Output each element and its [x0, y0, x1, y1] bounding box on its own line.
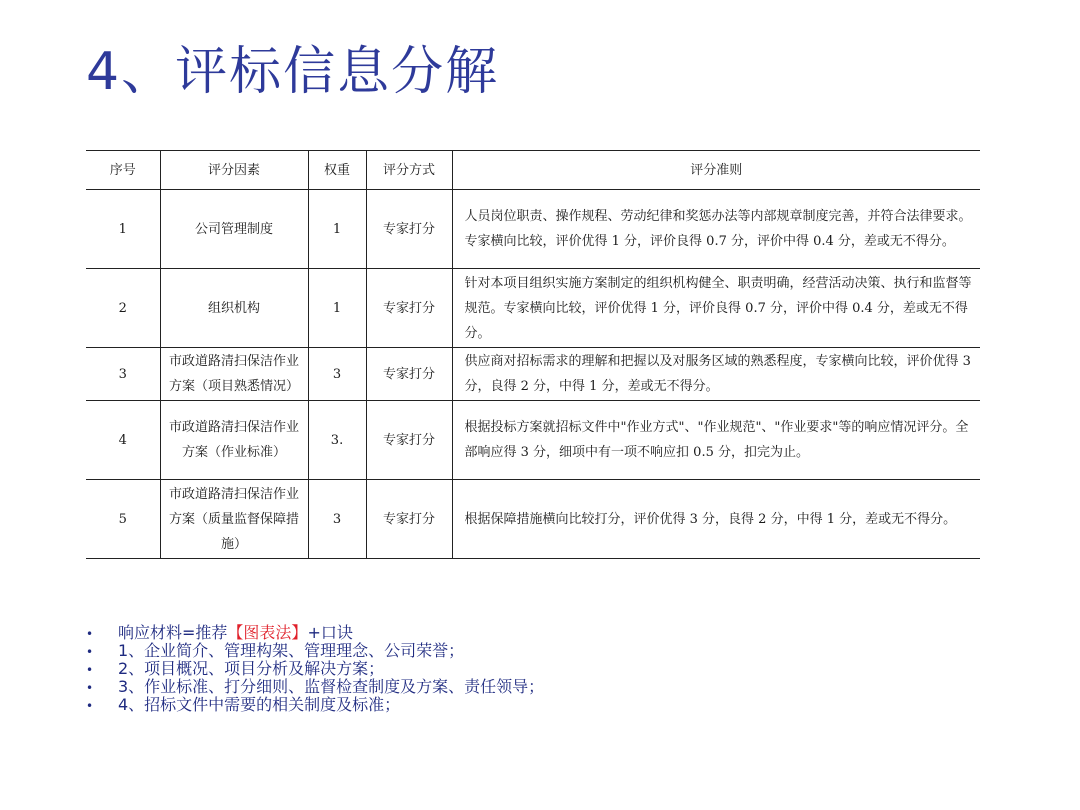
slide-title: 4、评标信息分解 — [86, 42, 500, 102]
note-highlight: 【图表法】 — [227, 623, 308, 642]
note-item — [86, 624, 986, 642]
cell-weight: 3 — [308, 480, 366, 559]
note-text: 3、作业标准、打分细则、监督检查制度及方案、责任领导； — [118, 677, 545, 696]
cell-method: 专家打分 — [366, 401, 452, 480]
cell-weight: 3 — [308, 348, 366, 401]
table-row — [86, 480, 980, 559]
cell-no: 2 — [86, 269, 160, 348]
note-item — [86, 642, 986, 660]
note-text: 2、项目概况、项目分析及解决方案； — [118, 659, 385, 678]
cell-weight: 1 — [308, 190, 366, 269]
cell-method: 专家打分 — [366, 348, 452, 401]
note-item — [86, 660, 986, 678]
notes-list — [86, 624, 986, 714]
cell-weight: 1 — [308, 269, 366, 348]
note-prefix: 响应材料=推荐 — [118, 623, 228, 642]
bullet-icon: • — [86, 627, 94, 641]
cell-weight: 3. — [308, 401, 366, 480]
note-text — [118, 624, 353, 642]
bullet-icon: • — [86, 663, 94, 677]
header-factor: 评分因素 — [160, 151, 308, 190]
cell-factor: 公司管理制度 — [160, 190, 308, 269]
bullet-icon: • — [86, 645, 94, 659]
note-text: 4、招标文件中需要的相关制度及标准； — [118, 695, 401, 714]
table-row — [86, 190, 980, 269]
cell-criteria: 供应商对招标需求的理解和把握以及对服务区域的熟悉程度，专家横向比较，评价优得 3 分，良得 2 分，中得 1 分，差或无不得分。 — [452, 348, 980, 401]
cell-no: 1 — [86, 190, 160, 269]
note-item — [86, 696, 986, 714]
cell-factor: 市政道路清扫保洁作业方案（质量监督保障措施） — [160, 480, 308, 559]
note-suffix: +口诀 — [307, 623, 353, 642]
note-item — [86, 678, 986, 696]
note-text: 1、企业简介、管理构架、管理理念、公司荣誉； — [118, 641, 465, 660]
cell-criteria: 针对本项目组织实施方案制定的组织机构健全、职责明确，经营活动决策、执行和监督等规范。专家横向比较，评价优得 1 分，评价良得 0.7 分，评价中得 0.4 分，差或无不得分。 — [452, 269, 980, 348]
cell-no: 5 — [86, 480, 160, 559]
cell-factor: 市政道路清扫保洁作业方案（项目熟悉情况） — [160, 348, 308, 401]
bullet-icon: • — [86, 699, 94, 713]
cell-factor: 组织机构 — [160, 269, 308, 348]
table-row — [86, 269, 980, 348]
table-row — [86, 401, 980, 480]
cell-criteria: 人员岗位职责、操作规程、劳动纪律和奖惩办法等内部规章制度完善，并符合法律要求。专家横向比较，评价优得 1 分，评价良得 0.7 分，评价中得 0.4 分，差或无不得分。 — [452, 190, 980, 269]
cell-no: 3 — [86, 348, 160, 401]
cell-criteria: 根据投标方案就招标文件中"作业方式"、"作业规范"、"作业要求"等的响应情况评分。全部响应得 3 分，细项中有一项不响应扣 0.5 分，扣完为止。 — [452, 401, 980, 480]
header-no: 序号 — [86, 151, 160, 190]
cell-criteria: 根据保障措施横向比较打分，评价优得 3 分，良得 2 分，中得 1 分，差或无不得分。 — [452, 480, 980, 559]
table-header-row — [86, 151, 980, 190]
cell-method: 专家打分 — [366, 269, 452, 348]
header-criteria: 评分准则 — [452, 151, 980, 190]
header-method: 评分方式 — [366, 151, 452, 190]
cell-method: 专家打分 — [366, 480, 452, 559]
cell-factor: 市政道路清扫保洁作业方案（作业标准） — [160, 401, 308, 480]
bullet-icon: • — [86, 681, 94, 695]
scoring-table — [86, 150, 980, 559]
cell-no: 4 — [86, 401, 160, 480]
cell-method: 专家打分 — [366, 190, 452, 269]
header-weight: 权重 — [308, 151, 366, 190]
scoring-table-container — [86, 150, 980, 559]
table-row — [86, 348, 980, 401]
